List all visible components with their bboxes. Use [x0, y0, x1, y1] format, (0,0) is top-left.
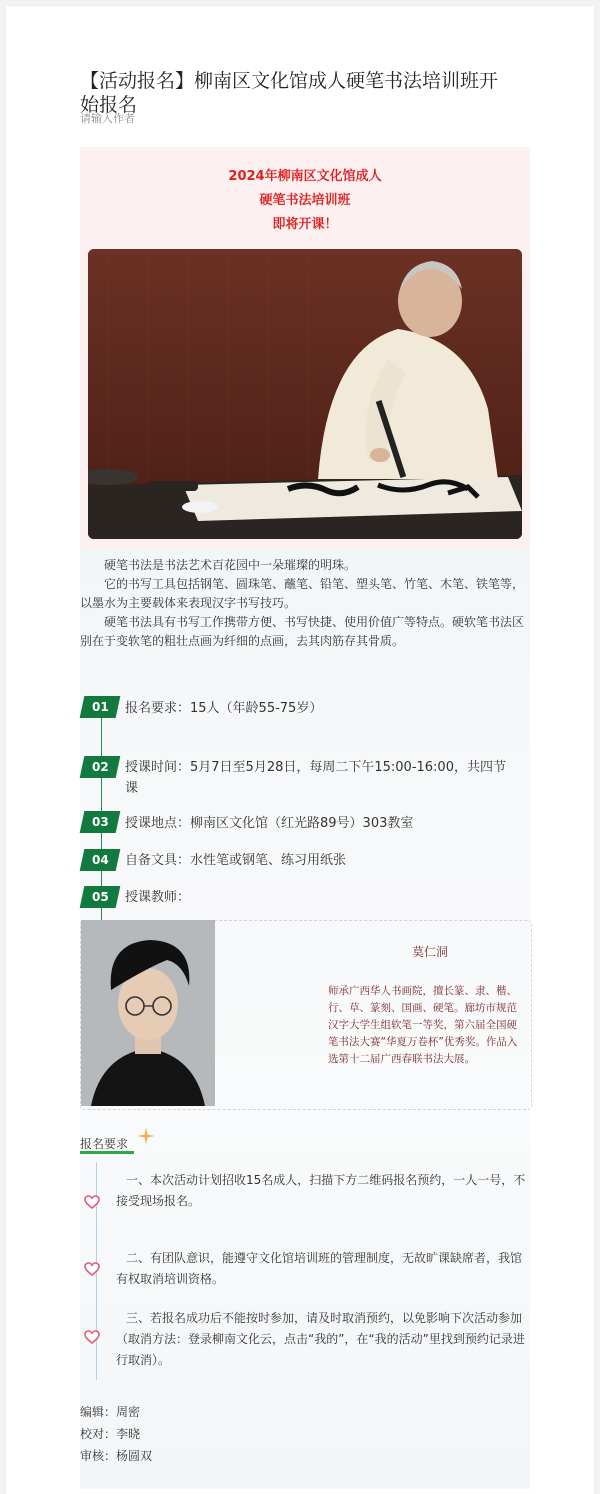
- info-teacher-label: 授课教师：: [125, 890, 191, 905]
- step-badge-01: 01: [80, 696, 121, 718]
- credits: [80, 1401, 152, 1467]
- info-supplies: 自备文具：水性笔或钢笔、练习用纸张: [125, 853, 347, 868]
- sparkle-icon: [137, 1127, 155, 1145]
- step-badge-03: 03: [80, 811, 121, 833]
- banner-line-3: 即将开课！: [272, 217, 338, 232]
- intro-paragraph: 硬笔书法是书法艺术百花园中一朵璀璨的明珠。: [104, 558, 357, 572]
- intro-section: [80, 556, 530, 651]
- banner-line-2: 硬笔书法培训班: [259, 193, 351, 208]
- info-location: 授课地点：柳南区文化馆（红光路89号）303教室: [125, 816, 414, 831]
- info-enrollment: 报名要求：15人（年龄55-75岁）: [125, 701, 323, 716]
- teacher-name: 莫仁洞: [411, 945, 448, 959]
- heart-icon: [84, 1195, 100, 1209]
- teacher-bio: 师承广西华人书画院，擅长篆、隶、楷、行、草、篆刻、国画、硬笔。廊坊市规范汉字大学生组软笔一等奖，第六届全国硬笔书法大赛“华夏万卷杯”优秀奖。作品入选第十二届广西春联书法大展。: [328, 985, 518, 1065]
- teacher-portrait: [81, 920, 215, 1106]
- calligraphy-illustration: [88, 249, 522, 539]
- banner-line-1: 2024年柳南区文化馆成人: [228, 169, 382, 184]
- heart-icon: [84, 1330, 100, 1344]
- article-title: 【活动报名】柳南区文化馆成人硬笔书法培训班开始报名: [80, 69, 499, 116]
- step-badge-04: 04: [80, 849, 121, 871]
- requirement-item: 二、有团队意识，能遵守文化馆培训班的管理制度，无故旷课缺席者，我馆有权取消培训资格。: [116, 1251, 523, 1286]
- intro-paragraph: 硬笔书法具有书写工作携带方便、书写快捷、使用价值广等特点。硬软笔书法区别在于变软笔的粗壮点画为纤细的点画，去其肉筋存其骨质。: [80, 615, 525, 648]
- heading-underline: [80, 1151, 134, 1154]
- editor-credit: 编辑：周密: [80, 1405, 141, 1419]
- teacher-photo: [81, 920, 215, 1106]
- requirements-heading: 报名要求: [80, 1137, 129, 1151]
- reviewer-credit: 审核：杨圆双: [80, 1449, 153, 1463]
- author-input-placeholder[interactable]: 请输入作者: [80, 112, 135, 125]
- requirement-item: 一、本次活动计划招收15名成人，扫描下方二维码报名预约，一人一号，不接受现场报名。: [116, 1173, 526, 1208]
- requirement-item: 三、若报名成功后不能按时参加，请及时取消预约，以免影响下次活动参加（取消方法：登录柳南文化云，点击“我的”，在“我的活动”里找到预约记录进行取消）。: [116, 1311, 525, 1367]
- info-schedule: 授课时间：5月7日至5月28日，每周二下午15:00-16:00，共四节课: [125, 760, 506, 796]
- calligraphy-master-photo: [88, 249, 522, 539]
- step-badge-05: 05: [80, 886, 121, 908]
- course-banner: [80, 147, 530, 549]
- proofreader-credit: 校对：李晓: [80, 1427, 141, 1441]
- heart-icon: [84, 1262, 100, 1276]
- step-badge-02: 02: [80, 756, 121, 778]
- intro-paragraph: 它的书写工具包括钢笔、圆珠笔、蘸笔、铅笔、塑头笔、竹笔、木笔、铁笔等，以墨水为主要载体来表现汉字书写技巧。: [80, 577, 525, 610]
